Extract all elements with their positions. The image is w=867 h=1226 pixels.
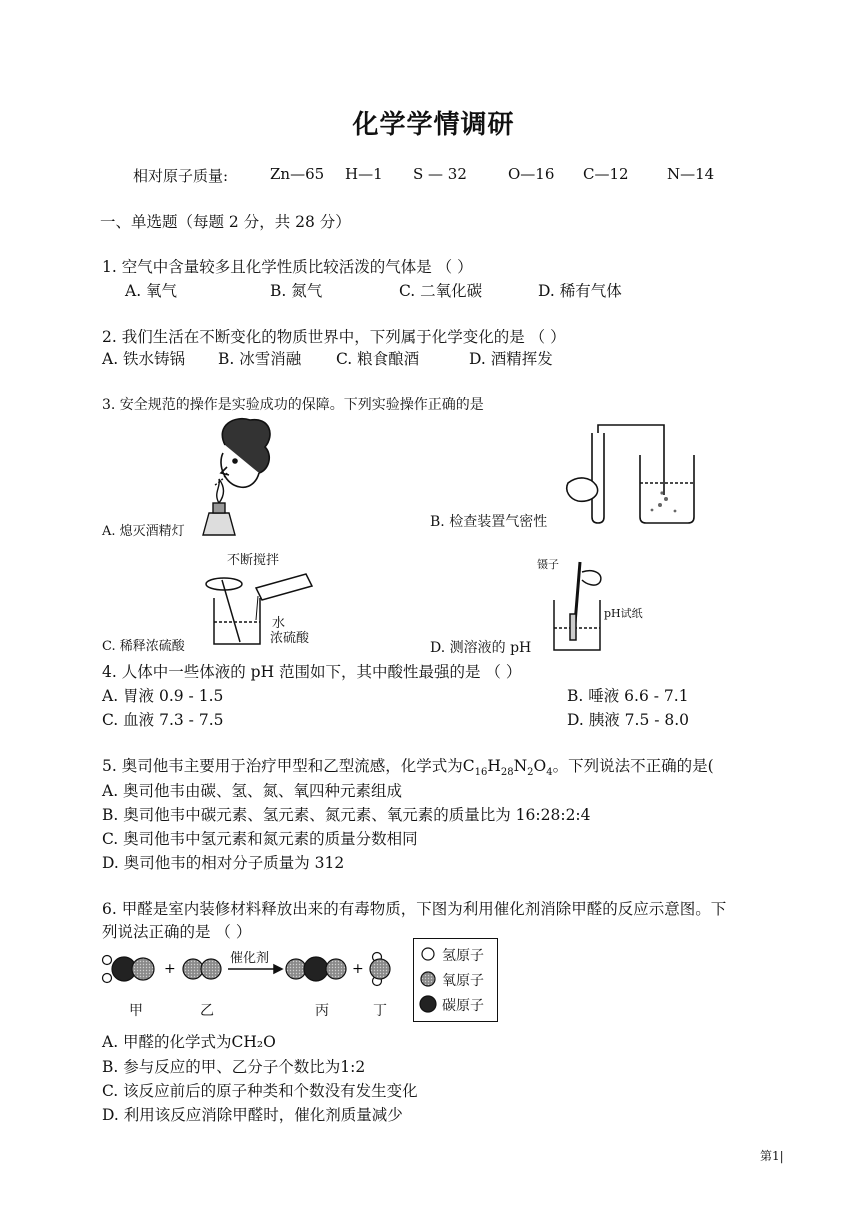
carbon-swatch <box>420 996 436 1012</box>
q6-option-c: C. 该反应前后的原子种类和个数没有发生变化 <box>102 1082 418 1100</box>
q1-option-d: D. 稀有气体 <box>538 282 622 300</box>
q1-option-c: C. 二氧化碳 <box>399 282 483 300</box>
atomic-mass-s: S — 32 <box>413 165 467 183</box>
atomic-mass-n: N—14 <box>667 165 715 183</box>
legend-carbon: 碳原子 <box>442 998 484 1014</box>
q6-stem-line2: 列说法正确的是 （ ） <box>102 923 252 941</box>
q3-option-a: A. 熄灭酒精灯 <box>102 524 185 539</box>
q2-option-c: C. 粮食酿酒 <box>336 350 420 368</box>
atomic-mass-zn: Zn—65 <box>270 165 325 183</box>
label-yi: 乙 <box>200 1003 214 1019</box>
q6-option-b: B. 参与反应的甲、乙分子个数比为1:2 <box>102 1058 366 1076</box>
q2-stem: 2. 我们生活在不断变化的物质世界中，下列属于化学变化的是 （ ） <box>102 328 566 346</box>
q3-stem: 3. 安全规范的操作是实验成功的保障。下列实验操作正确的是 <box>102 397 484 413</box>
ph-paper <box>570 614 576 640</box>
page-title: 化学学情调研 <box>352 110 515 140</box>
plus-1: + <box>164 961 176 977</box>
q1-option-a: A. 氧气 <box>125 282 178 300</box>
hand <box>567 478 598 501</box>
label-ding: 丁 <box>373 1003 387 1019</box>
molecule-bing <box>286 957 346 981</box>
q6-option-a: A. 甲醛的化学式为CH₂O <box>102 1033 276 1051</box>
girl-head <box>221 419 270 488</box>
q1-stem: 1. 空气中含量较多且化学性质比较活泼的气体是 （ ） <box>102 258 473 276</box>
q3-d-ph-paper-label: pH试纸 <box>604 607 643 620</box>
q3-a-figure <box>195 415 285 540</box>
molecule-jia <box>103 956 155 983</box>
legend-oxygen: 氧原子 <box>442 973 484 989</box>
q4-option-a: A. 胃液 0.9 - 1.5 <box>102 687 224 705</box>
q3-c-stir-label: 不断搅拌 <box>227 553 280 568</box>
label-jia: 甲 <box>129 1003 143 1019</box>
q4-stem: 4. 人体中一些体液的 pH 范围如下，其中酸性最强的是 （ ） <box>102 663 522 681</box>
q2-option-b: B. 冰雪消融 <box>218 350 302 368</box>
label-bing: 丙 <box>315 1003 329 1019</box>
q4-option-d: D. 胰液 7.5 - 8.0 <box>567 711 690 729</box>
section-heading: 一、单选题（每题 2 分，共 28 分） <box>100 213 351 231</box>
atomic-mass-c: C—12 <box>583 165 629 183</box>
q5-option-c: C. 奥司他韦中氢元素和氮元素的质量分数相同 <box>102 830 418 848</box>
q5-stem <box>102 754 714 778</box>
page-number: 第1| <box>760 1149 784 1163</box>
q5-stem-part2: 。下列说法不正确的是( <box>552 757 714 775</box>
test-tube <box>592 433 604 523</box>
molecule-yi <box>183 959 221 979</box>
atomic-mass-label: 相对原子质量: <box>133 167 229 185</box>
q4-option-c: C. 血液 7.3 - 7.5 <box>102 711 224 729</box>
beaker <box>214 598 260 644</box>
q5-option-d: D. 奥司他韦的相对分子质量为 312 <box>102 854 345 872</box>
q2-option-d: D. 酒精挥发 <box>469 350 553 368</box>
q5-option-a: A. 奥司他韦由碳、氢、氮、氧四种元素组成 <box>102 782 403 800</box>
q3-c-acid-label: 浓硫酸 <box>270 631 310 646</box>
q3-b-figure <box>560 425 700 525</box>
q6-stem-line1: 6. 甲醛是室内装修材料释放出来的有毒物质，下图为利用催化剂消除甲醛的反应示意图。下 <box>102 900 727 918</box>
delivery-tube <box>598 425 664 495</box>
reagent-bottle <box>256 574 312 600</box>
q6-option-d: D. 利用该反应消除甲醛时，催化剂质量减少 <box>102 1106 403 1124</box>
plus-2: + <box>352 961 364 977</box>
hydrogen-swatch <box>422 948 434 960</box>
legend-hydrogen: 氢原子 <box>442 948 484 964</box>
q5-option-b: B. 奥司他韦中碳元素、氢元素、氮元素、氧元素的质量比为 16:28:2:4 <box>102 806 591 824</box>
oxygen-swatch <box>421 972 435 986</box>
q4-option-b: B. 唾液 6.6 - 7.1 <box>567 687 689 705</box>
beaker <box>640 455 694 523</box>
reaction-arrow <box>228 965 282 973</box>
atomic-mass-o: O—16 <box>508 165 555 183</box>
q5-stem-part1: 5. 奥司他韦主要用于治疗甲型和乙型流感，化学式为 <box>102 757 463 775</box>
q3-d-tweezers-label: 镊子 <box>537 558 559 571</box>
q2-option-a: A. 铁水铸锅 <box>102 350 186 368</box>
q5-formula: $C_{16}H_{28}N_2O_4$ <box>462 757 553 779</box>
catalyst-label: 催化剂 <box>230 951 270 966</box>
q3-c-water-label: 水 <box>272 616 286 631</box>
hand <box>582 571 601 585</box>
q3-option-d: D. 测溶液的 pH <box>430 640 532 656</box>
q1-option-b: B. 氮气 <box>270 282 323 300</box>
atomic-mass-h: H—1 <box>345 165 383 183</box>
legend-swatches <box>418 944 438 1016</box>
q3-option-c: C. 稀释浓硫酸 <box>102 639 185 654</box>
molecule-ding <box>370 953 390 986</box>
q3-option-b: B. 检查装置气密性 <box>430 514 548 530</box>
